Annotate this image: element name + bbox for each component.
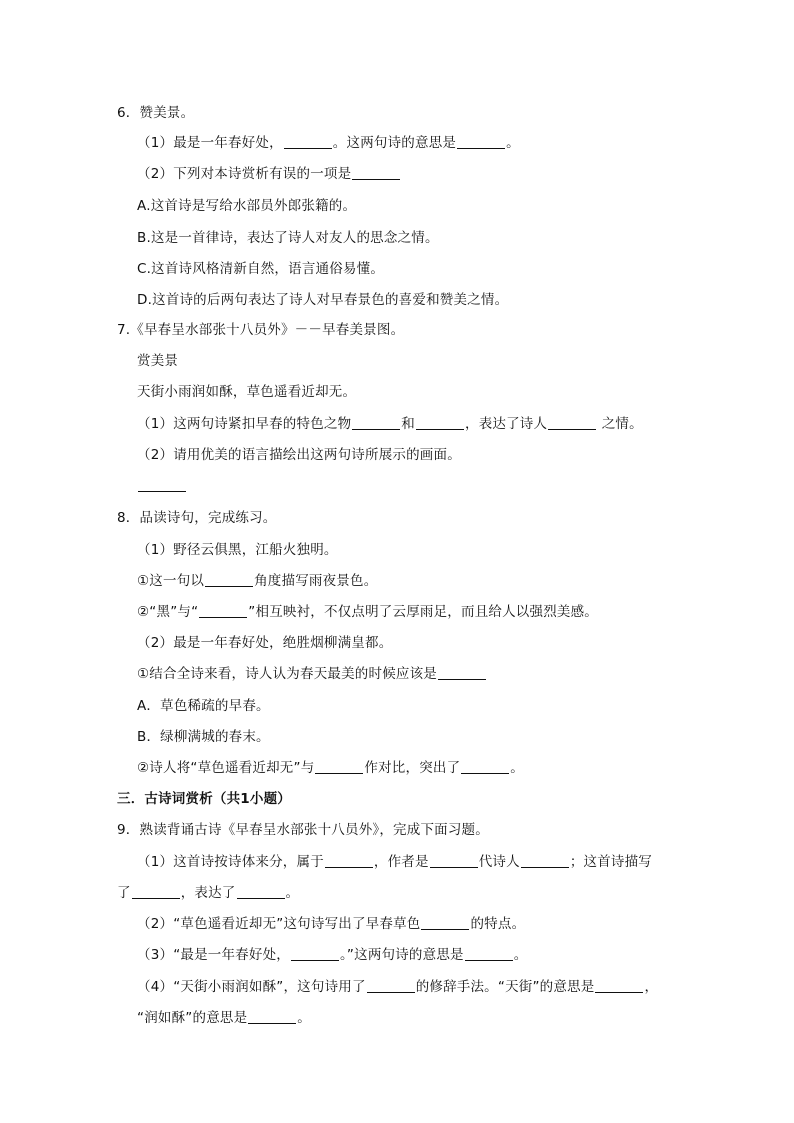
line-text: 之情。 xyxy=(597,416,643,432)
question-line xyxy=(137,727,270,747)
line-text: （1）这两句诗紧扣早春的特色之物 xyxy=(137,416,352,432)
answer-blank xyxy=(521,853,569,868)
line-text: 代诗人 xyxy=(478,854,520,870)
question-line xyxy=(137,445,461,465)
answer-blank xyxy=(352,415,400,430)
line-text: （4）“天街小雨润如酥”，这句诗用了 xyxy=(137,979,366,995)
line-text: 8．品读诗句，完成练习。 xyxy=(117,510,277,526)
line-text: （3）“最是一年春好处， xyxy=(137,947,290,963)
question-line xyxy=(137,914,525,934)
answer-blank xyxy=(138,477,186,492)
line-text: 。这两句诗的意思是 xyxy=(332,135,457,151)
question-line xyxy=(137,259,384,279)
line-text: ”相互映衬，不仅点明了云厚雨足，而且给人以强烈美感。 xyxy=(248,604,598,620)
line-text: （2）最是一年春好处，绝胜烟柳满皇都。 xyxy=(137,635,393,651)
answer-blank xyxy=(237,884,285,899)
line-text: 。 xyxy=(506,135,520,151)
line-text: A.这首诗是写给水部员外郎张籍的。 xyxy=(137,198,357,214)
answer-blank xyxy=(548,415,596,430)
question-line xyxy=(137,602,598,622)
answer-blank xyxy=(291,946,339,961)
line-text: A．草色稀疏的早春。 xyxy=(137,698,270,714)
question-line xyxy=(137,696,270,716)
answer-blank xyxy=(438,665,486,680)
answer-blank xyxy=(421,915,469,930)
answer-blank xyxy=(199,603,247,618)
line-text: 角度描写雨夜景色。 xyxy=(254,573,378,589)
line-text: D.这首诗的后两句表达了诗人对早春景色的喜爱和赞美之情。 xyxy=(137,292,509,308)
answer-blank xyxy=(457,134,505,149)
line-text: ， xyxy=(644,979,659,995)
line-text: （2）下列对本诗赏析有误的一项是 xyxy=(137,166,352,182)
question-line xyxy=(137,540,338,560)
question-line xyxy=(137,351,178,371)
answer-blank xyxy=(465,946,513,961)
question-line xyxy=(137,290,508,310)
line-text: （2）“草色遥看近却无”这句诗写出了早春草色 xyxy=(137,916,421,932)
line-text: 6．赞美景。 xyxy=(117,105,195,121)
line-text: 赏美景 xyxy=(137,353,179,369)
line-text: C.这首诗风格清新自然，语言通俗易懂。 xyxy=(137,261,385,277)
question-line xyxy=(137,571,377,591)
answer-blank xyxy=(315,759,363,774)
line-text: （1）野径云俱黑，江船火独明。 xyxy=(137,542,338,558)
question-line xyxy=(137,382,356,402)
line-text: 。 xyxy=(513,947,528,963)
line-text: 9．熟读背诵古诗《早春呈水部张十八员外》，完成下面习题。 xyxy=(117,822,489,838)
line-text: ①这一句以 xyxy=(137,573,205,589)
line-text: 三．古诗词赏析（共1小题） xyxy=(117,791,291,807)
question-line xyxy=(137,164,401,184)
question-line xyxy=(117,883,299,903)
question-line xyxy=(137,633,392,653)
line-text: 7.《早春呈水部张十八员外》－－早春美景图。 xyxy=(117,322,405,338)
question-line xyxy=(137,414,643,434)
question-line xyxy=(137,1008,311,1028)
section-heading xyxy=(117,789,291,809)
line-text: （2）请用优美的语言描绘出这两句诗所展示的画面。 xyxy=(137,447,461,463)
line-text: ②“黑”与“ xyxy=(137,604,199,620)
question-line xyxy=(137,133,520,153)
question-line xyxy=(137,977,658,997)
line-text: 。 xyxy=(297,1010,311,1026)
line-text: ，作者是 xyxy=(373,854,429,870)
question-line xyxy=(137,758,524,778)
line-text: （1）这首诗按诗体来分，属于 xyxy=(137,854,324,870)
answer-blank xyxy=(461,759,509,774)
line-text: 和 xyxy=(401,416,415,432)
answer-blank xyxy=(325,853,373,868)
line-text: 。 xyxy=(285,885,300,901)
line-text: 。”这两句诗的意思是 xyxy=(339,947,464,963)
line-text: ，表达了诗人 xyxy=(465,416,548,432)
answer-blank xyxy=(595,978,643,993)
line-text: “润如酥”的意思是 xyxy=(137,1010,248,1026)
answer-blank xyxy=(352,165,400,180)
line-text: ，表达了 xyxy=(180,885,236,901)
answer-blank xyxy=(248,1009,296,1024)
line-text: 。 xyxy=(510,760,524,776)
question-line xyxy=(137,476,187,496)
question-line xyxy=(117,103,194,123)
line-text: ①结合全诗来看，诗人认为春天最美的时候应该是 xyxy=(137,666,438,682)
line-text: B.这是一首律诗，表达了诗人对友人的思念之情。 xyxy=(137,230,439,246)
line-text: 作对比，突出了 xyxy=(364,760,461,776)
question-line xyxy=(137,852,652,872)
answer-blank xyxy=(416,415,464,430)
question-line xyxy=(137,945,527,965)
question-line xyxy=(117,508,277,528)
question-line xyxy=(117,820,489,840)
question-line xyxy=(137,228,439,248)
answer-blank xyxy=(367,978,415,993)
question-line xyxy=(117,320,404,340)
answer-blank xyxy=(132,884,180,899)
question-line xyxy=(137,196,356,216)
answer-blank xyxy=(205,572,253,587)
answer-blank xyxy=(430,853,478,868)
line-text: B．绿柳满城的春末。 xyxy=(137,729,270,745)
question-line xyxy=(137,664,487,684)
line-text: 天街小雨润如酥，草色遥看近却无。 xyxy=(137,384,357,400)
line-text: 的特点。 xyxy=(470,916,526,932)
line-text: 了 xyxy=(117,885,131,901)
line-text: 的修辞手法。“天街”的意思是 xyxy=(415,979,595,995)
line-text: ②诗人将“草色遥看近却无”与 xyxy=(137,760,315,776)
answer-blank xyxy=(284,134,332,149)
line-text: ；这首诗描写 xyxy=(569,854,653,870)
line-text: （1）最是一年春好处， xyxy=(137,135,283,151)
